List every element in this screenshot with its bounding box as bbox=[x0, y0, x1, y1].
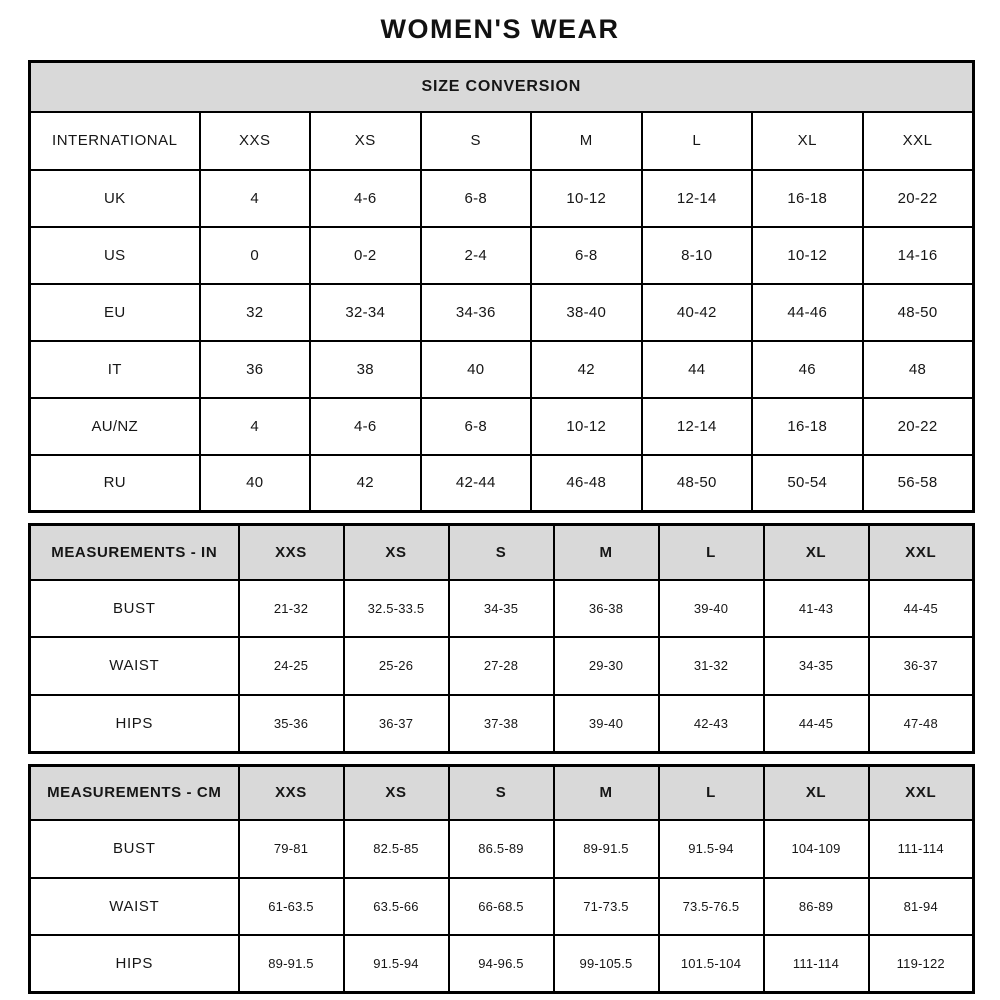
table-row bbox=[30, 935, 974, 993]
cell: 48-50 bbox=[642, 455, 753, 512]
cell: 34-35 bbox=[764, 637, 869, 695]
cell: 46 bbox=[752, 341, 863, 398]
size-header-cell: XXL bbox=[869, 525, 974, 580]
cell: 66-68.5 bbox=[449, 878, 554, 936]
cell: 10-12 bbox=[531, 398, 642, 455]
cell: 32.5-33.5 bbox=[344, 580, 449, 638]
size-header-cell: S bbox=[421, 112, 532, 170]
cell: 14-16 bbox=[863, 227, 974, 284]
cell: 44 bbox=[642, 341, 753, 398]
size-header-cell: XXS bbox=[200, 112, 311, 170]
cell: 63.5-66 bbox=[344, 878, 449, 936]
measurements-in-title: MEASUREMENTS - IN bbox=[30, 525, 239, 580]
cell: 25-26 bbox=[344, 637, 449, 695]
table-row bbox=[30, 341, 974, 398]
cell: 44-45 bbox=[764, 695, 869, 753]
cell: 0-2 bbox=[310, 227, 421, 284]
table-row bbox=[30, 820, 974, 878]
table-title-row bbox=[30, 62, 974, 112]
measurements-in-table bbox=[28, 523, 975, 754]
row-label: BUST bbox=[30, 580, 239, 638]
cell: 71-73.5 bbox=[554, 878, 659, 936]
size-header-cell: S bbox=[449, 525, 554, 580]
cell: 50-54 bbox=[752, 455, 863, 512]
cell: 91.5-94 bbox=[344, 935, 449, 993]
cell: 82.5-85 bbox=[344, 820, 449, 878]
cell: 32 bbox=[200, 284, 311, 341]
size-conversion-table bbox=[28, 60, 975, 513]
measurements-in-body bbox=[30, 525, 974, 753]
row-label: IT bbox=[30, 341, 200, 398]
row-label: WAIST bbox=[30, 878, 239, 936]
size-header-cell: XS bbox=[310, 112, 421, 170]
size-header-cell: L bbox=[659, 765, 764, 820]
cell: 91.5-94 bbox=[659, 820, 764, 878]
cell: 37-38 bbox=[449, 695, 554, 753]
cell: 46-48 bbox=[531, 455, 642, 512]
cell: 35-36 bbox=[239, 695, 344, 753]
table-row bbox=[30, 284, 974, 341]
cell: 94-96.5 bbox=[449, 935, 554, 993]
size-header-cell: L bbox=[659, 525, 764, 580]
size-header-cell: XL bbox=[764, 765, 869, 820]
cell: 16-18 bbox=[752, 170, 863, 227]
cell: 42 bbox=[310, 455, 421, 512]
size-header-cell: M bbox=[531, 112, 642, 170]
cell: 101.5-104 bbox=[659, 935, 764, 993]
cell: 27-28 bbox=[449, 637, 554, 695]
size-header-cell: XL bbox=[752, 112, 863, 170]
cell: 12-14 bbox=[642, 398, 753, 455]
cell: 24-25 bbox=[239, 637, 344, 695]
cell: 44-46 bbox=[752, 284, 863, 341]
cell: 38 bbox=[310, 341, 421, 398]
size-header-cell: XXL bbox=[863, 112, 974, 170]
cell: 21-32 bbox=[239, 580, 344, 638]
cell: 8-10 bbox=[642, 227, 753, 284]
table-row bbox=[30, 637, 974, 695]
size-header-cell: XS bbox=[344, 525, 449, 580]
cell: 4 bbox=[200, 398, 311, 455]
size-header-cell: M bbox=[554, 765, 659, 820]
size-header-cell: S bbox=[449, 765, 554, 820]
cell: 34-36 bbox=[421, 284, 532, 341]
cell: 40 bbox=[200, 455, 311, 512]
table-row bbox=[30, 455, 974, 512]
cell: 6-8 bbox=[421, 398, 532, 455]
size-conversion-header-row bbox=[30, 112, 974, 170]
size-conversion-title: SIZE CONVERSION bbox=[30, 62, 974, 112]
table-row bbox=[30, 227, 974, 284]
cell: 16-18 bbox=[752, 398, 863, 455]
cell: 20-22 bbox=[863, 170, 974, 227]
cell: 56-58 bbox=[863, 455, 974, 512]
cell: 12-14 bbox=[642, 170, 753, 227]
cell: 111-114 bbox=[764, 935, 869, 993]
cell: 42-44 bbox=[421, 455, 532, 512]
cell: 29-30 bbox=[554, 637, 659, 695]
cell: 39-40 bbox=[554, 695, 659, 753]
size-header-cell: XXL bbox=[869, 765, 974, 820]
cell: 73.5-76.5 bbox=[659, 878, 764, 936]
cell: 36 bbox=[200, 341, 311, 398]
row-label: BUST bbox=[30, 820, 239, 878]
row-label: UK bbox=[30, 170, 200, 227]
cell: 111-114 bbox=[869, 820, 974, 878]
page-title: WOMEN'S WEAR bbox=[380, 14, 620, 44]
measurements-cm-table bbox=[28, 764, 975, 995]
cell: 31-32 bbox=[659, 637, 764, 695]
size-header-cell: XS bbox=[344, 765, 449, 820]
row-label: RU bbox=[30, 455, 200, 512]
cell: 10-12 bbox=[531, 170, 642, 227]
row-label: US bbox=[30, 227, 200, 284]
cell: 81-94 bbox=[869, 878, 974, 936]
cell: 44-45 bbox=[869, 580, 974, 638]
cell: 38-40 bbox=[531, 284, 642, 341]
cell: 86.5-89 bbox=[449, 820, 554, 878]
row-label: HIPS bbox=[30, 695, 239, 753]
cell: 39-40 bbox=[659, 580, 764, 638]
cell: 104-109 bbox=[764, 820, 869, 878]
size-header-cell: M bbox=[554, 525, 659, 580]
cell: 42 bbox=[531, 341, 642, 398]
cell: 40 bbox=[421, 341, 532, 398]
international-header-cell: INTERNATIONAL bbox=[30, 112, 200, 170]
cell: 48-50 bbox=[863, 284, 974, 341]
size-header-cell: XXS bbox=[239, 525, 344, 580]
table-row bbox=[30, 398, 974, 455]
cell: 61-63.5 bbox=[239, 878, 344, 936]
cell: 4-6 bbox=[310, 398, 421, 455]
size-header-cell: XL bbox=[764, 525, 869, 580]
table-row bbox=[30, 580, 974, 638]
cell: 6-8 bbox=[421, 170, 532, 227]
cell: 32-34 bbox=[310, 284, 421, 341]
measurements-cm-title: MEASUREMENTS - CM bbox=[30, 765, 239, 820]
cell: 47-48 bbox=[869, 695, 974, 753]
cell: 48 bbox=[863, 341, 974, 398]
cell: 34-35 bbox=[449, 580, 554, 638]
size-header-cell: L bbox=[642, 112, 753, 170]
measurements-cm-body bbox=[30, 765, 974, 993]
cell: 41-43 bbox=[764, 580, 869, 638]
cell: 42-43 bbox=[659, 695, 764, 753]
cell: 119-122 bbox=[869, 935, 974, 993]
table-row bbox=[30, 170, 974, 227]
cell: 0 bbox=[200, 227, 311, 284]
cell: 2-4 bbox=[421, 227, 532, 284]
row-label: AU/NZ bbox=[30, 398, 200, 455]
row-label: HIPS bbox=[30, 935, 239, 993]
cell: 79-81 bbox=[239, 820, 344, 878]
cell: 4-6 bbox=[310, 170, 421, 227]
cell: 36-37 bbox=[869, 637, 974, 695]
cell: 89-91.5 bbox=[239, 935, 344, 993]
cell: 40-42 bbox=[642, 284, 753, 341]
cell: 10-12 bbox=[752, 227, 863, 284]
cell: 99-105.5 bbox=[554, 935, 659, 993]
cell: 89-91.5 bbox=[554, 820, 659, 878]
cell: 20-22 bbox=[863, 398, 974, 455]
measurements-in-header-row bbox=[30, 525, 974, 580]
row-label: WAIST bbox=[30, 637, 239, 695]
cell: 36-38 bbox=[554, 580, 659, 638]
cell: 6-8 bbox=[531, 227, 642, 284]
row-label: EU bbox=[30, 284, 200, 341]
cell: 36-37 bbox=[344, 695, 449, 753]
cell: 4 bbox=[200, 170, 311, 227]
cell: 86-89 bbox=[764, 878, 869, 936]
table-row bbox=[30, 878, 974, 936]
size-header-cell: XXS bbox=[239, 765, 344, 820]
measurements-cm-header-row bbox=[30, 765, 974, 820]
table-row bbox=[30, 695, 974, 753]
size-conversion-body bbox=[30, 62, 974, 512]
